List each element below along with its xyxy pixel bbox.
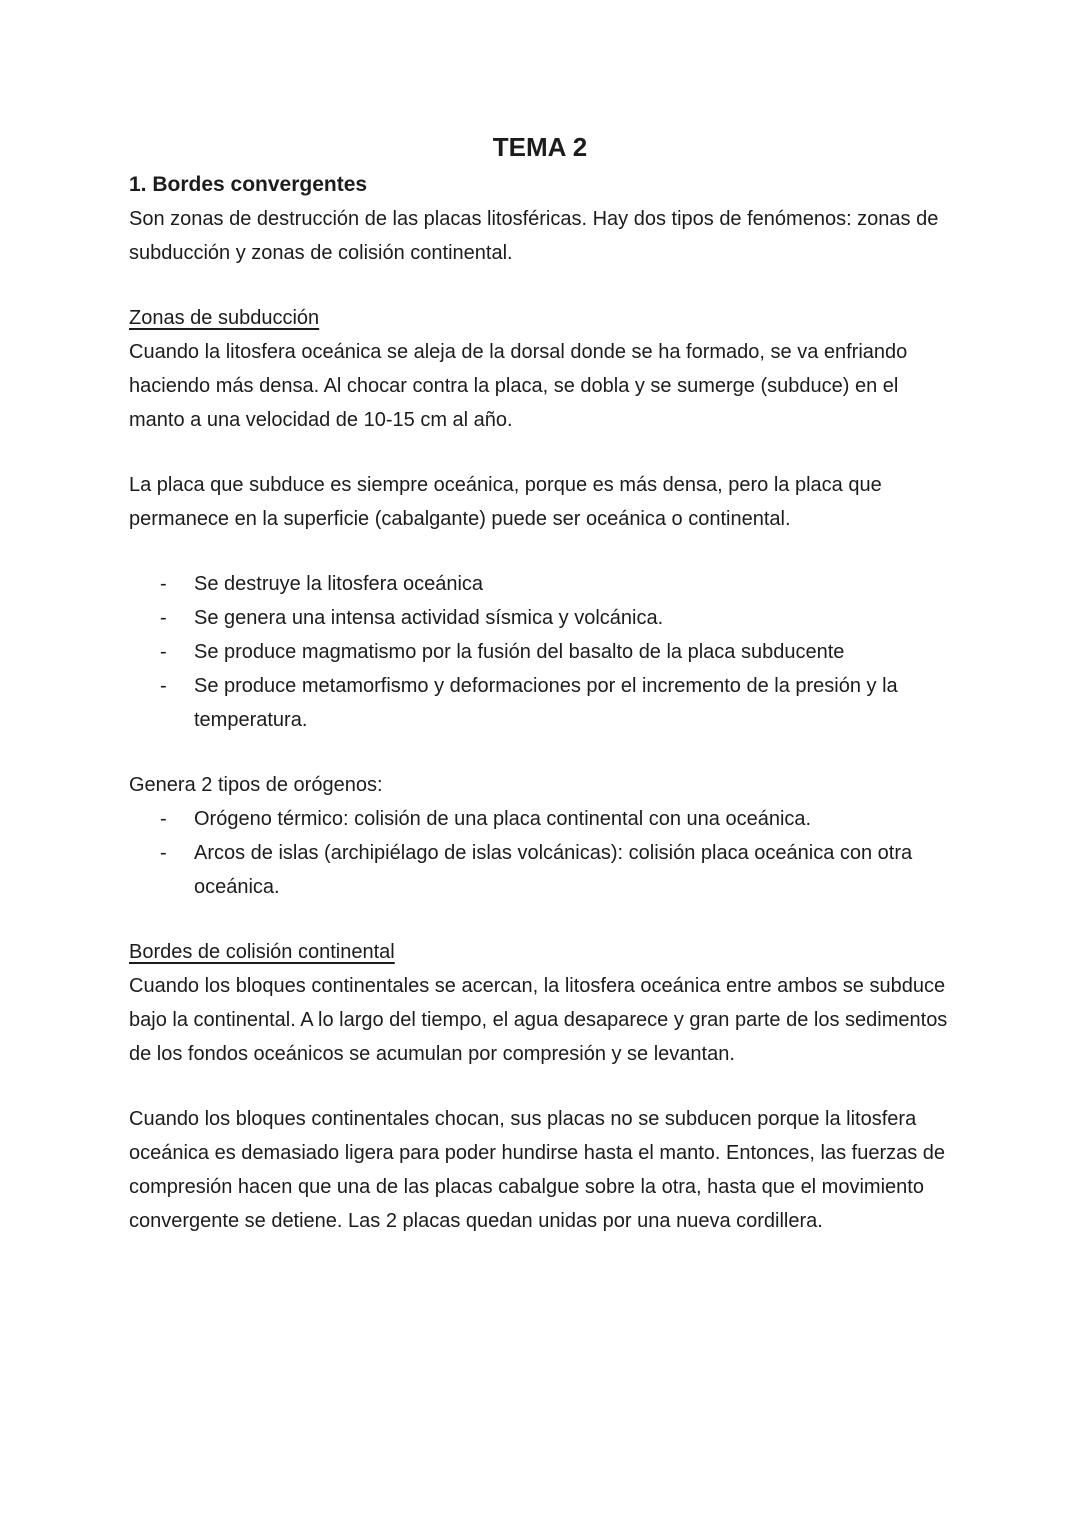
colision-paragraph-1: Cuando los bloques continentales se acercan, la litosfera oceánica entre ambos se subduce bajo la continental. A lo largo del tiempo, el agua desaparece y gran parte de los sedimentos de los fondos oceánicos se acumulan por compresión y se levantan. <box>129 975 948 1065</box>
list-item <box>129 567 951 601</box>
dash-bullet: - <box>160 607 167 629</box>
colision-paragraph-2: Cuando los bloques continentales chocan, sus placas no se subducen porque la litosfera oceánica es demasiado ligera para poder hundirse hasta el manto. Entonces, las fuerzas de compresión hacen que una de las placas cabalgue sobre la otra, hasta que el movimiento convergente se detiene. Las 2 placas quedan unidas por una nueva cordillera. <box>129 1108 946 1232</box>
list-item <box>129 836 951 904</box>
subheading-zonas-de-subduccion: Zonas de subducción <box>129 307 320 329</box>
list-item-text: Se genera una intensa actividad sísmica y volcánica. <box>194 607 664 629</box>
list-item <box>129 802 951 836</box>
subduccion-paragraph-2: La placa que subduce es siempre oceánica, porque es más densa, pero la placa que permanece en la superficie (cabalgante) puede ser oceánica o continental. <box>129 474 882 530</box>
list-item <box>129 635 951 669</box>
dash-bullet: - <box>160 808 167 830</box>
dash-bullet: - <box>160 842 167 864</box>
orogenos-list <box>129 802 951 904</box>
list-item-text: Orógeno térmico: colisión de una placa continental con una oceánica. <box>194 808 812 830</box>
doc-title: TEMA 2 <box>492 132 588 162</box>
section-heading-bordes-convergentes: 1. Bordes convergentes <box>129 173 368 196</box>
list-item <box>129 601 951 635</box>
intro-paragraph: Son zonas de destrucción de las placas litosféricas. Hay dos tipos de fenómenos: zonas de subducción y zonas de colisión continental. <box>129 208 939 264</box>
list-item-text: Se destruye la litosfera oceánica <box>194 573 484 595</box>
dash-bullet: - <box>160 641 167 663</box>
dash-bullet: - <box>160 675 167 697</box>
list-item <box>129 669 951 737</box>
list-item-text: Se produce metamorfismo y deformaciones por el incremento de la presión y la temperatura. <box>194 675 898 731</box>
subduccion-paragraph-1: Cuando la litosfera oceánica se aleja de la dorsal donde se ha formado, se va enfriando haciendo más densa. Al chocar contra la placa, se dobla y se sumerge (subduce) en el manto a una velocidad de 10-15 cm al año. <box>129 341 908 431</box>
list-item-text: Arcos de islas (archipiélago de islas volcánicas): colisión placa oceánica con otra oceánica. <box>194 842 913 898</box>
list-item-text: Se produce magmatismo por la fusión del basalto de la placa subducente <box>194 641 845 663</box>
subduccion-effects-list <box>129 567 951 737</box>
dash-bullet: - <box>160 573 167 595</box>
subheading-bordes-colision-continental: Bordes de colisión continental <box>129 941 395 963</box>
orogenos-intro: Genera 2 tipos de orógenos: <box>129 774 383 796</box>
